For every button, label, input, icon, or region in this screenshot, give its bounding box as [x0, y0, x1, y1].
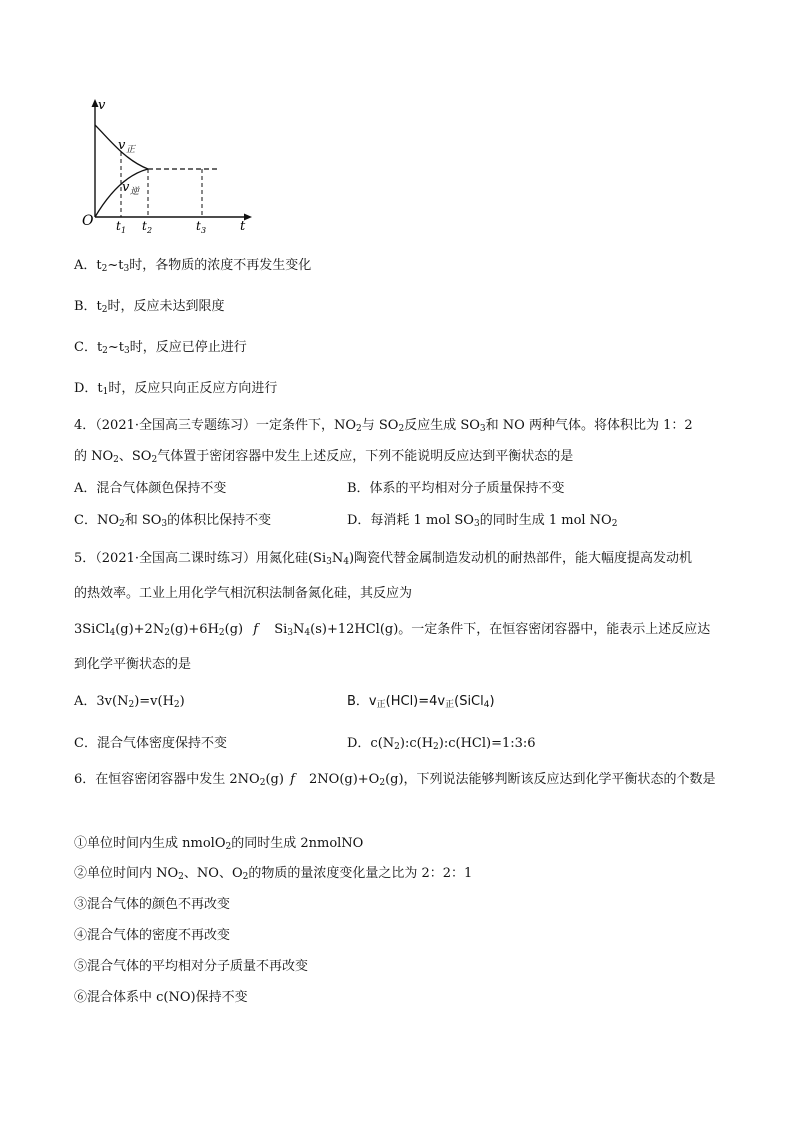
q4-stem-line1: 4．（2021·全国高三专题练习）一定条件下，$NO_2$与 $SO_2$反应生成 $SO_3$和 NO 两种气体。将体积比为 1：2	[74, 418, 693, 434]
q6-item-1: ①单位时间内生成 nmolO$_2$的同时生成 2nmolNO	[74, 836, 364, 852]
origin-label: O	[82, 213, 94, 229]
svg-text:1: 1	[121, 226, 127, 235]
q5-option-d: D．$c(N_2):c(H_2):c(HCl)=1:3:6$	[347, 736, 536, 752]
q5-stem-line4: 到化学平衡状态的是	[74, 657, 192, 672]
t2-label: t	[142, 219, 147, 233]
equilibrium-arrow: f	[253, 622, 259, 637]
v-reverse-label: v	[122, 180, 130, 195]
q5-option-c: C．混合气体密度保持不变	[74, 736, 227, 751]
q6-item-5: ⑤混合气体的平均相对分子质量不再改变	[74, 959, 309, 974]
q6-stem: 6．在恒容密闭容器中发生 $2NO_2(g)$ f $2NO(g)+O_2(g)$，下列说法能够判断该反应达到化学平衡状态的个数是	[74, 772, 716, 788]
q3-option-b: B．$t_2$时，反应未达到限度	[74, 299, 225, 315]
q5-option-b: B．$v_正(HCl)=4v_正(SiCl_4)$	[347, 694, 495, 710]
velocity-time-graph	[80, 95, 260, 235]
v-reverse-sub: 逆	[130, 187, 140, 197]
svg-text:3: 3	[201, 226, 207, 235]
q4-option-c: C．$NO_2$和 $SO_3$的体积比保持不变	[74, 513, 272, 529]
q5-option-a: A．$3v(N_2)=v(H_2)$	[74, 694, 185, 710]
q3-option-a: A．$t_2\sim t_3$时，各物质的浓度不再发生变化	[74, 258, 312, 274]
equilibrium-arrow: f	[290, 772, 295, 787]
q6-item-2: ②单位时间内 $NO_2$、NO、$O_2$的物质的量浓度变化量之比为 2：2：1	[74, 866, 473, 882]
q6-item-3: ③混合气体的颜色不再改变	[74, 897, 231, 912]
q4-option-d: D．每消耗 1 mol $SO_3$的同时生成 1 mol $NO_2$	[347, 513, 618, 529]
q5-stem-line1: 5．（2021·全国高二课时练习）用氮化硅$(Si_3N_4)$陶瓷代替金属制造发动机的耐热部件，能大幅度提高发动机	[74, 551, 693, 567]
t3-label: t	[196, 219, 201, 233]
q5-equation-line: $3SiCl_4(g)+2N_2(g)+6H_2(g)$ f $Si_3N_4(s)+12HCl(g)$。一定条件下，在恒容密闭容器中，能表示上述反应达	[74, 622, 711, 638]
svg-text:2: 2	[147, 226, 153, 235]
x-axis-label: t	[240, 219, 246, 234]
q3-option-c: C．$t_2\sim t_3$时，反应已停止进行	[74, 340, 247, 356]
q6-item-4: ④混合气体的密度不再改变	[74, 928, 231, 943]
y-axis-label: v	[98, 98, 106, 113]
q6-item-6: ⑥混合体系中 c(NO)保持不变	[74, 990, 248, 1005]
t1-label: t	[116, 219, 121, 233]
q4-option-a: A．混合气体颜色保持不变	[74, 481, 227, 496]
q5-stem-line2: 的热效率。工业上用化学气相沉积法制备氮化硅，其反应为	[74, 586, 413, 601]
q4-stem-line2: 的 $NO_2$、$SO_2$气体置于密闭容器中发生上述反应，下列不能说明反应达到平衡状态的是	[74, 449, 574, 465]
v-forward-label: v	[118, 138, 126, 153]
v-forward-sub: 正	[126, 145, 136, 155]
q4-option-b: B．体系的平均相对分子质量保持不变	[347, 481, 565, 496]
q3-option-d: D．$t_1$时，反应只向正反应方向进行	[74, 381, 278, 397]
